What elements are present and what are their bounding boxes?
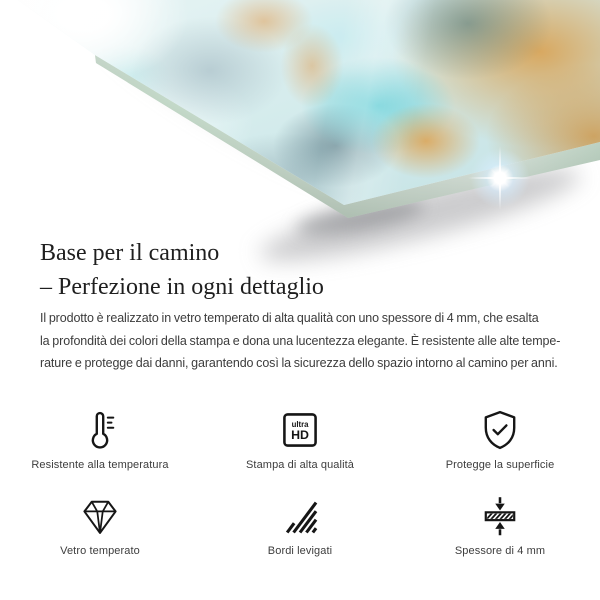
thermometer-icon <box>78 408 122 452</box>
title-line-2: – Perfezione in ogni dettaglio <box>40 274 324 300</box>
feature-item-protection <box>400 398 600 484</box>
features-grid <box>0 398 600 570</box>
title-line-1: Base per il camino <box>40 240 220 266</box>
description-line: la profondità dei colori della stampa e dona una lucentezza elegante. È resistente alle alte tempe- <box>40 333 561 348</box>
feature-item-thickness <box>400 484 600 570</box>
feature-label: Bordi levigati <box>267 545 333 557</box>
svg-text:HD: HD <box>291 428 309 443</box>
page-title <box>40 236 324 304</box>
thickness-compress-icon <box>478 494 522 538</box>
feature-label: Spessore di 4 mm <box>454 545 546 557</box>
feature-label: Stampa di alta qualità <box>246 459 354 471</box>
diamond-icon <box>78 494 122 538</box>
beveled-edges-icon <box>278 494 322 538</box>
feature-item-print-quality <box>200 398 400 484</box>
description-line: Il prodotto è realizzato in vetro temperato di alta qualità con uno spessore di 4 mm, che esalta <box>40 311 539 325</box>
feature-item-polished-edges <box>200 484 400 570</box>
feature-label: Vetro temperato <box>60 545 140 557</box>
feature-label: Resistente alla temperatura <box>31 459 169 471</box>
svg-text:ultra: ultra <box>291 419 309 429</box>
feature-label: Protegge la superficie <box>445 459 555 471</box>
feature-item-tempered-glass <box>0 484 200 570</box>
shield-check-icon <box>478 408 522 452</box>
description-line: rature e protegge dai danni, garantendo così la sicurezza dello spazio intorno al camino per anni. <box>40 356 558 371</box>
feature-item-temperature <box>0 398 200 484</box>
product-description <box>40 307 560 375</box>
ultra-hd-icon <box>278 408 322 452</box>
